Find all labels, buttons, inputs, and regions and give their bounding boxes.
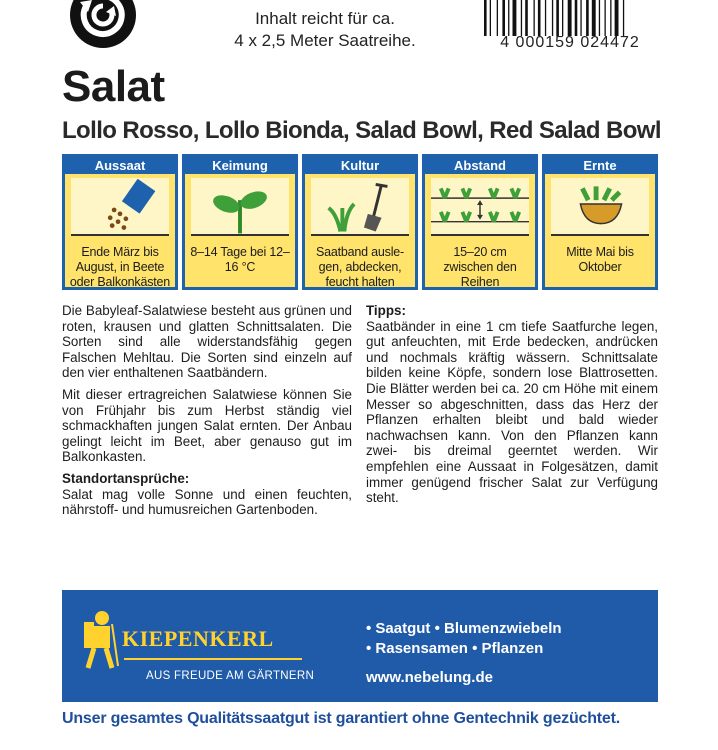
tips-heading: Tipps:	[366, 303, 406, 318]
product-range-line1: • Saatgut • Blumenzwiebeln	[366, 620, 562, 637]
info-box-keimung	[182, 154, 298, 290]
sprout-icon	[191, 178, 289, 236]
info-box-text: 8–14 Tage bei 12–16 °C	[190, 245, 290, 274]
info-box-ernte	[542, 154, 658, 290]
description-paragraph: Mit dieser ertragreichen Salatwiese können Sie von Frühjahr bis zum Herbst ständig viel schmackhaften jungen Salat ernten. Der Anbau gelingt leicht im Beet, aber genauso gut im Balkonkasten.	[62, 386, 352, 465]
description-column	[62, 303, 352, 524]
info-box-text: Ende März bis August, in Beete oder Balkonkästen	[69, 245, 171, 289]
gmo-free-statement: Unser gesamtes Qualitätssaatgut ist garantiert ohne Gentechnik gezüchtet.	[62, 710, 620, 727]
product-title: Salat	[62, 62, 165, 111]
info-box-abstand	[422, 154, 538, 290]
info-box-title: Kultur	[305, 157, 415, 174]
brand-tagline: AUS FREUDE AM GÄRTNERN	[146, 670, 315, 682]
description-paragraph: Die Babyleaf-Salatwiese besteht aus grünen und roten, krausen und glatten Schnittsalaten. Die Sorten sind alle widerstandsfähig gegen Falschen Mehltau. Die Sorten sind einzeln auf den vier enthaltenen Saatbändern.	[62, 303, 352, 381]
content-info-line2: 4 x 2,5 Meter Saatreihe.	[234, 31, 416, 50]
barcode-icon	[484, 0, 654, 36]
brand-divider	[124, 658, 302, 660]
product-subtitle: Lollo Rosso, Lollo Bionda, Salad Bowl, Red Salad Bowl	[62, 117, 661, 144]
info-box-text: Saatband ausle-gen, abdecken, feucht halten	[315, 245, 405, 289]
info-box-title: Aussaat	[65, 157, 175, 174]
shovel-icon	[311, 178, 409, 236]
info-box-title: Abstand	[425, 157, 535, 174]
tips-column	[366, 303, 658, 512]
info-box-title: Keimung	[185, 157, 295, 174]
info-box-text: Mitte Mai bis Oktober	[566, 245, 634, 274]
info-box-kultur	[302, 154, 418, 290]
standort-heading: Standortansprüche:	[62, 470, 190, 486]
info-box-aussaat	[62, 154, 178, 290]
info-box-title: Ernte	[545, 157, 655, 174]
recycling-logo-icon	[70, 0, 136, 48]
standort-text: Salat mag volle Sonne und einen feuchten, nährstoff- und humusreichen Gartenboden.	[62, 486, 352, 518]
tips-text: Saatbänder in eine 1 cm tiefe Saatfurche legen, gut anfeuchten, mit Erde bedecken, andrücken und nochmals kräftig wässern. Schnittsalate bilden keine Köpfe, sondern lose Blattrosetten. Die Blätter werden bei ca. 20 cm Höhe mit einem Messer so abgeschnitten, dass das Herz der Pflanzen erhalten bleibt und bald wieder nachwachsen kann. Von den Pflanzen kann zwei- bis dreimal geerntet werden. Wir empfehlen eine Aussaat in Folgesätzen, damit immer genügend frischer Salat zur Verfügung steht.	[366, 318, 658, 506]
barcode-number: 4 000159 024472	[500, 34, 640, 51]
content-info	[200, 8, 450, 52]
info-box-text: 15–20 cm zwischen den Reihen	[443, 245, 517, 289]
seed-packet-icon	[71, 178, 169, 236]
kiepenkerl-figure-icon	[80, 606, 120, 672]
harvest-bowl-icon	[551, 178, 649, 236]
spacing-icon	[431, 178, 529, 236]
content-info-line1: Inhalt reicht für ca.	[255, 9, 395, 28]
website-link[interactable]: www.nebelung.de	[366, 669, 493, 686]
brand-name: KIEPENKERL	[122, 626, 274, 651]
product-range-line2: • Rasensamen • Pflanzen	[366, 640, 544, 657]
